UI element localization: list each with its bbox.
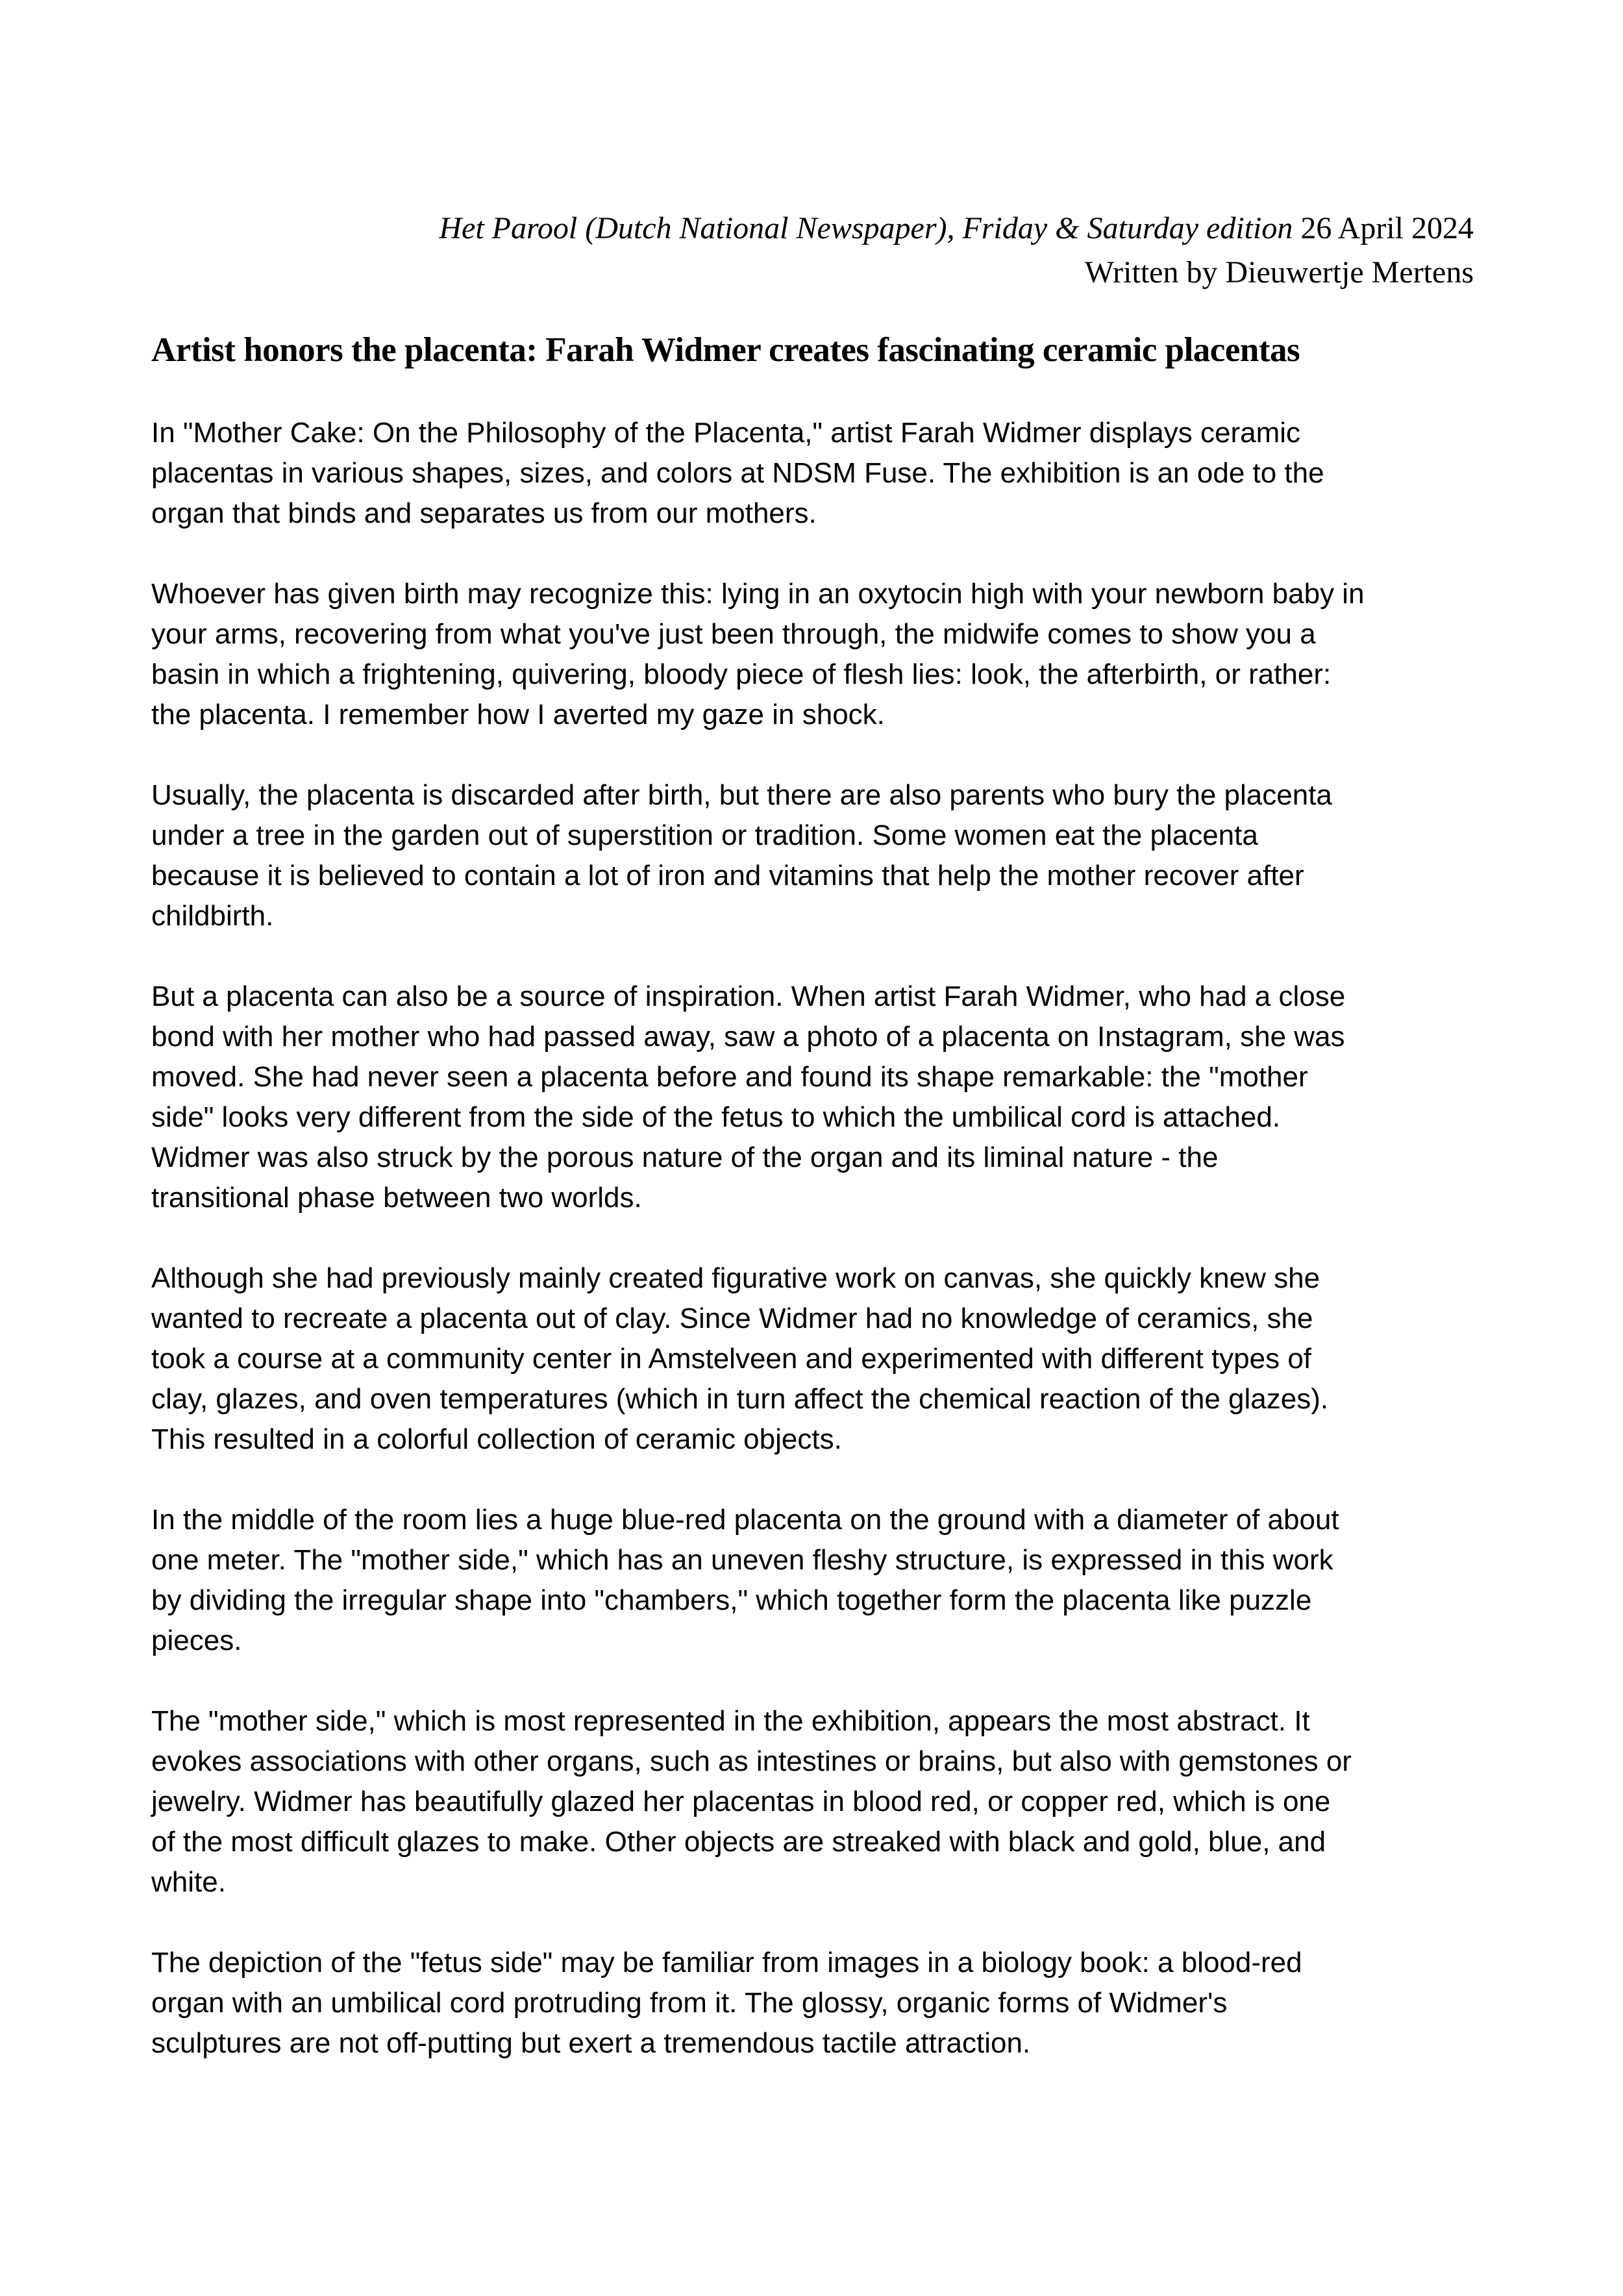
document-header bbox=[151, 0, 1474, 295]
article-paragraph-6: In the middle of the room lies a huge blue-red placenta on the ground with a diameter of about one meter. The "mother side," which has an uneven fleshy structure, is expressed in this work by dividing the irregular shape into "chambers," which together form the placenta like puzzle pieces. bbox=[151, 1504, 1339, 1656]
article-paragraph-1: In "Mother Cake: On the Philosophy of the Placenta," artist Farah Widmer displays ceramic placentas in various shapes, sizes, and colors at NDSM Fuse. The exhibition is an ode to the organ that binds and separates us from our mothers. bbox=[151, 417, 1324, 529]
publication-date: 26 April 2024 bbox=[1293, 211, 1474, 245]
article-paragraph-4: But a placenta can also be a source of inspiration. When artist Farah Widmer, who had a close bond with her mother who had passed away, saw a photo of a placenta on Instagram, she was moved. She had never seen a placenta before and found its shape remarkable: the "mother side" looks very different from the side of the fetus to which the umbilical cord is attached. Widmer was also struck by the porous nature of the organ and its liminal nature - the transitional phase between two worlds. bbox=[151, 980, 1346, 1214]
article-paragraph-2: Whoever has given birth may recognize this: lying in an oxytocin high with your newborn baby in your arms, recovering from what you've just been through, the midwife comes to show you a basin in which a frightening, quivering, bloody piece of flesh lies: look, the afterbirth, or rather: the placenta. I remember how I averted my gaze in shock. bbox=[151, 578, 1365, 730]
article-paragraph-3: Usually, the placenta is discarded after birth, but there are also parents who bury the placenta under a tree in the garden out of superstition or tradition. Some women eat the placenta because it is believed to contain a lot of iron and vitamins that help the mother recover after childbirth. bbox=[151, 779, 1332, 932]
article-paragraph-8: The depiction of the "fetus side" may be familiar from images in a biology book: a blood-red organ with an umbilical cord protruding from it. The glossy, organic forms of Widmer's sculptures are not off-putting but exert a tremendous tactile attraction. bbox=[151, 1947, 1302, 2059]
article-title: Artist honors the placenta: Farah Widmer creates fascinating ceramic placentas bbox=[151, 331, 1300, 369]
article-paragraph-7: The "mother side," which is most represented in the exhibition, appears the most abstract. It evokes associations with other organs, such as intestines or brains, but also with gemstones or jewelry. Widmer has beautifully glazed her placentas in blood red, or copper red, which is one of the most difficult glazes to make. Other objects are streaked with black and gold, blue, and white. bbox=[151, 1705, 1352, 1898]
publication-name: Het Parool (Dutch National Newspaper), Friday & Saturday edition bbox=[439, 211, 1293, 245]
publication-line bbox=[151, 206, 1474, 251]
byline: Written by Dieuwertje Mertens bbox=[1084, 255, 1474, 290]
article-paragraph-5: Although she had previously mainly created figurative work on canvas, she quickly knew she wanted to recreate a placenta out of clay. Since Widmer had no knowledge of ceramics, she took a course at a community center in Amstelveen and experimented with different types of clay, glazes, and oven temperatures (which in turn affect the chemical reaction of the glazes). This resulted in a colorful collection of ceramic objects. bbox=[151, 1262, 1329, 1455]
